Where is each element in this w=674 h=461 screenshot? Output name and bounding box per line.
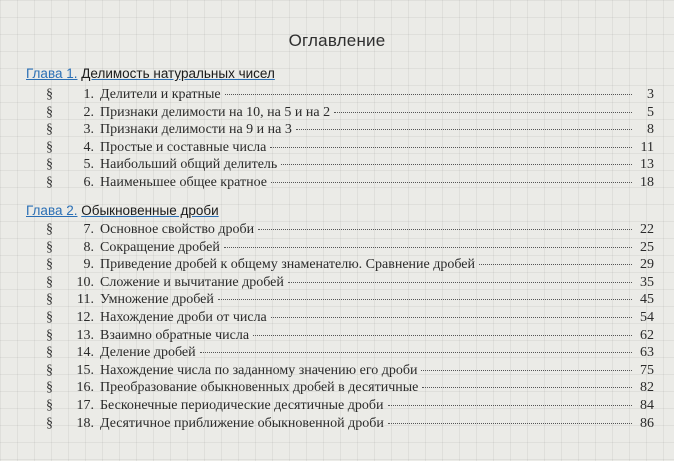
chapter-2-title: Обыкновенные дроби — [81, 203, 219, 218]
dot-leader — [334, 112, 632, 113]
chapter-1-title: Делимость натуральных чисел — [81, 66, 275, 81]
page-number: 18 — [640, 175, 654, 190]
section-title: Признаки делимости на 9 и на 3 — [100, 122, 292, 138]
section-title: Умножение дробей — [100, 292, 214, 308]
section-sign: § — [46, 87, 53, 102]
section-title: Наибольший общий делитель — [100, 157, 278, 173]
chapter-1-heading — [26, 66, 275, 81]
dot-leader — [281, 164, 632, 165]
section-title: Взаимно обратные числа — [100, 327, 250, 343]
toc-entry — [46, 87, 654, 103]
page-number: 54 — [640, 310, 654, 325]
toc-entry — [46, 398, 654, 414]
section-title: Десятичное приближение обыкновенной дроби — [100, 415, 384, 431]
toc-entry — [46, 140, 654, 156]
page-number: 25 — [640, 239, 654, 255]
section-title: Наименьшее общее кратное — [100, 175, 267, 190]
dot-leader — [422, 387, 632, 388]
page-number: 45 — [640, 292, 654, 308]
section-number: 4. — [83, 139, 94, 155]
section-number: 17. — [76, 398, 94, 413]
dot-leader — [388, 405, 633, 406]
section-number: 5. — [83, 157, 94, 173]
chapter-2-heading — [26, 203, 219, 218]
toc-entry — [46, 257, 654, 273]
section-number: 6. — [83, 175, 94, 190]
toc-entry — [46, 363, 654, 379]
section-sign: § — [46, 222, 53, 237]
page-number: 35 — [640, 274, 654, 290]
section-title: Простые и составные числа — [100, 139, 267, 155]
dot-leader — [200, 352, 632, 353]
toc-entry — [46, 240, 654, 256]
section-sign: § — [46, 104, 53, 120]
section-sign: § — [46, 292, 53, 308]
section-number: 13. — [76, 327, 94, 343]
toc-title: Оглавление — [288, 31, 386, 50]
section-number: 10. — [76, 274, 94, 290]
section-sign: § — [46, 310, 53, 325]
section-title: Сложение и вычитание дробей — [100, 274, 284, 290]
page-number: 22 — [640, 222, 654, 237]
toc-entry — [46, 105, 654, 121]
toc-entry — [46, 310, 654, 326]
section-title: Приведение дробей к общему знаменателю. Сравнение дробей — [100, 257, 476, 273]
section-title: Основное свойство дроби — [100, 222, 255, 237]
section-sign: § — [46, 380, 53, 396]
dot-leader — [288, 282, 632, 283]
section-sign: § — [46, 239, 53, 255]
toc-entry — [46, 416, 654, 432]
section-title: Преобразование обыкновенных дробей в десятичные — [100, 380, 419, 396]
section-sign: § — [46, 257, 53, 273]
dot-leader — [253, 335, 632, 336]
section-number: 1. — [83, 87, 94, 102]
page-number: 11 — [640, 139, 654, 155]
section-number: 18. — [76, 415, 94, 431]
page-number: 86 — [640, 415, 654, 431]
toc-entry — [46, 222, 654, 238]
section-title: Делители и кратные — [100, 87, 221, 102]
page-number: 5 — [647, 104, 654, 120]
page-number: 82 — [640, 380, 654, 396]
section-sign: § — [46, 139, 53, 155]
section-number: 8. — [83, 239, 94, 255]
page-number: 63 — [640, 345, 654, 361]
section-title: Бесконечные периодические десятичные дроби — [100, 398, 384, 413]
section-number: 9. — [83, 257, 94, 273]
section-number: 14. — [76, 345, 94, 361]
section-sign: § — [46, 415, 53, 431]
toc-entry — [46, 328, 654, 344]
section-sign: § — [46, 122, 53, 138]
dot-leader — [258, 229, 632, 230]
dot-leader — [296, 129, 632, 130]
dot-leader — [479, 264, 632, 265]
section-sign: § — [46, 398, 53, 413]
dot-leader — [421, 370, 632, 371]
dot-leader — [271, 317, 632, 318]
section-title: Нахождение числа по заданному значению его дроби — [100, 362, 418, 378]
dot-leader — [218, 299, 632, 300]
section-sign: § — [46, 362, 53, 378]
section-sign: § — [46, 345, 53, 361]
section-title: Сокращение дробей — [100, 239, 220, 255]
dot-leader — [225, 94, 632, 95]
section-title: Нахождение дроби от числа — [100, 310, 267, 325]
page-number: 84 — [640, 398, 654, 413]
page-number: 29 — [640, 257, 654, 273]
section-number: 12. — [76, 310, 94, 325]
toc-entry — [46, 275, 654, 291]
chapter-1-label: Глава 1. — [26, 66, 78, 81]
section-number: 7. — [83, 222, 94, 237]
page-number: 13 — [640, 157, 654, 173]
section-number: 16. — [76, 380, 94, 396]
page-number: 62 — [640, 327, 654, 343]
toc-entry — [46, 122, 654, 138]
dot-leader — [270, 147, 632, 148]
toc-entry — [46, 292, 654, 308]
toc-entry — [46, 157, 654, 173]
section-sign: § — [46, 175, 53, 190]
section-title: Признаки делимости на 10, на 5 и на 2 — [100, 104, 331, 120]
section-sign: § — [46, 157, 53, 173]
page-number: 3 — [647, 87, 654, 102]
page-number: 8 — [647, 122, 654, 138]
toc-entry — [46, 345, 654, 361]
section-number: 15. — [76, 362, 94, 378]
chapter-2-label: Глава 2. — [26, 203, 78, 218]
section-sign: § — [46, 274, 53, 290]
section-number: 11. — [77, 292, 94, 308]
toc-entry — [46, 380, 654, 396]
section-title: Деление дробей — [100, 345, 196, 361]
dot-leader — [224, 247, 632, 248]
section-number: 3. — [83, 122, 94, 138]
section-number: 2. — [83, 104, 94, 120]
dot-leader — [271, 182, 632, 183]
section-sign: § — [46, 327, 53, 343]
dot-leader — [388, 423, 632, 424]
toc-entry — [46, 175, 654, 191]
page-number: 75 — [640, 362, 654, 378]
